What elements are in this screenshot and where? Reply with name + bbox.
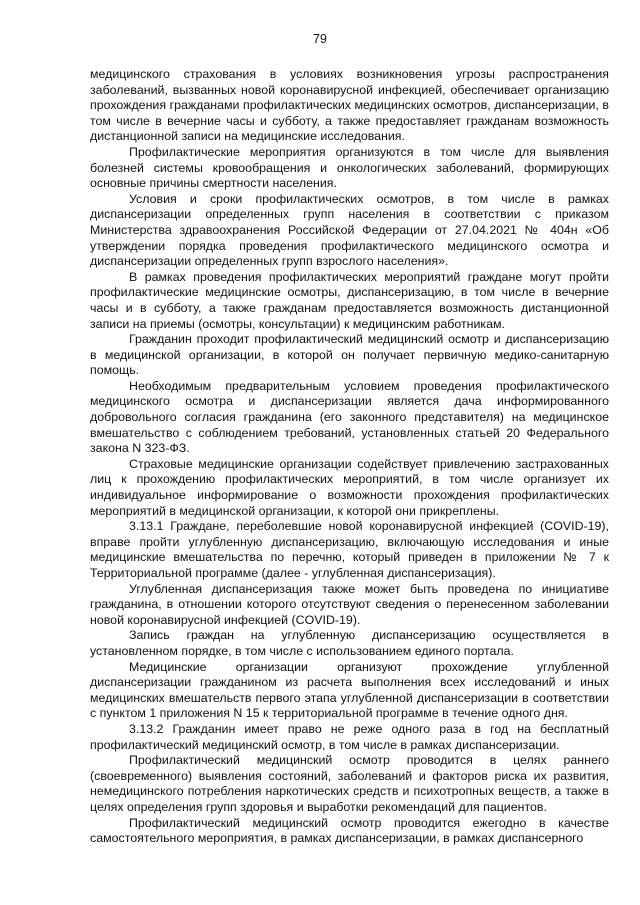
paragraph-3-13-1: 3.13.1 Граждане, переболевшие новой коронавирусной инфекцией (COVID-19), вправе пройти углубленную диспансеризацию, включающую исследования и иные медицинские вмешательства по перечню, который приведен в приложении № 7 к Территориальной программе (далее - углубленная диспансеризация). [90,519,609,580]
paragraph-in-depth-initiative: Углубленная диспансеризация также может быть проведена по инициативе гражданина, в отношении которого отсутствуют сведения о перенесенном заболевании новой коронавирусной инфекцией (COVID-19). [90,581,609,627]
paragraph-exam-purpose: Профилактический медицинский осмотр проводится в целях раннего (своевременного) выявления состояний, заболеваний и факторов риска их развития, немедицинского потребления наркотических средств и психотропных веществ, а также в целях определения групп здоровья и выработки рекомендаций для пациентов. [90,753,609,814]
paragraph-informed-consent: Необходимым предварительным условием проведения профилактического медицинского осмотра и диспансеризации является дача информированного добровольного согласия гражданина (его законного представителя) на медицинское вмешательство с соблюдением требований, установленных статьей 20 Федерального закона N 323-ФЗ. [90,378,609,456]
document-body [90,67,609,847]
paragraph-evening-saturday: В рамках проведения профилактических мероприятий граждане могут пройти профилактические медицинские осмотры, диспансеризацию, в том числе в вечерние часы и в субботу, а также гражданам предоставляется возможность дистанционной записи на приемы (осмотры, консультации) к медицинским работникам. [90,269,609,331]
paragraph-one-day: Медицинские организации организуют прохождение углубленной диспансеризации гражданином из расчета выполнения всех исследований и иных медицинских вмешательств первого этапа углубленной диспансеризации в соответствии с пунктом 1 приложения N 15 к территориальной программе в течение одного дня. [90,659,609,721]
paragraph-continuation: медицинского страхования в условиях возникновения угрозы распространения заболеваний, вызванных новой коронавирусной инфекцией, обеспечивает организацию прохождения гражданами профилактических медицинских осмотров, диспансеризации, в том числе в вечерние часы и субботу, а также предоставляет гражданам возможность дистанционной записи на медицинские исследования. [90,67,609,144]
paragraph-preventive-measures: Профилактические мероприятия организуются в том числе для выявления болезней системы кровообращения и онкологических заболеваний, формирующих основные причины смертности населения. [90,144,609,191]
paragraph-3-13-2: 3.13.2 Гражданин имеет право не реже одного раза в год на бесплатный профилактический медицинский осмотр, в том числе в рамках диспансеризации. [90,721,609,752]
paragraph-insurance-orgs: Страховые медицинские организации содействует привлечению застрахованных лиц к прохождению профилактических мероприятий, в том числе организует их индивидуальное информирование о возможности прохождения профилактических мероприятий в медицинской организации, к которой они прикреплены. [90,456,609,518]
paragraph-annual-exam: Профилактический медицинский осмотр проводится ежегодно в качестве самостоятельного мероприятия, в рамках диспансеризации, в рамках диспансерного [90,815,609,846]
paragraph-registration: Запись граждан на углубленную диспансеризацию осуществляется в установленном порядке, в том числе с использованием единого портала. [90,628,609,658]
page-number: 79 [313,32,327,46]
paragraph-conditions-terms: Условия и сроки профилактических осмотров, в том числе в рамках диспансеризации определенных групп населения в соответствии с приказом Министерства здравоохранения Российской Федерации от 27.04.2021 № 404н «Об утверждении порядка проведения профилактического медицинского осмотра и диспансеризации определенных групп взрослого населения». [90,191,609,269]
paragraph-citizen-exam: Гражданин проходит профилактический медицинский осмотр и диспансеризацию в медицинской организации, в которой он получает первичную медико-санитарную помощь. [90,332,609,378]
